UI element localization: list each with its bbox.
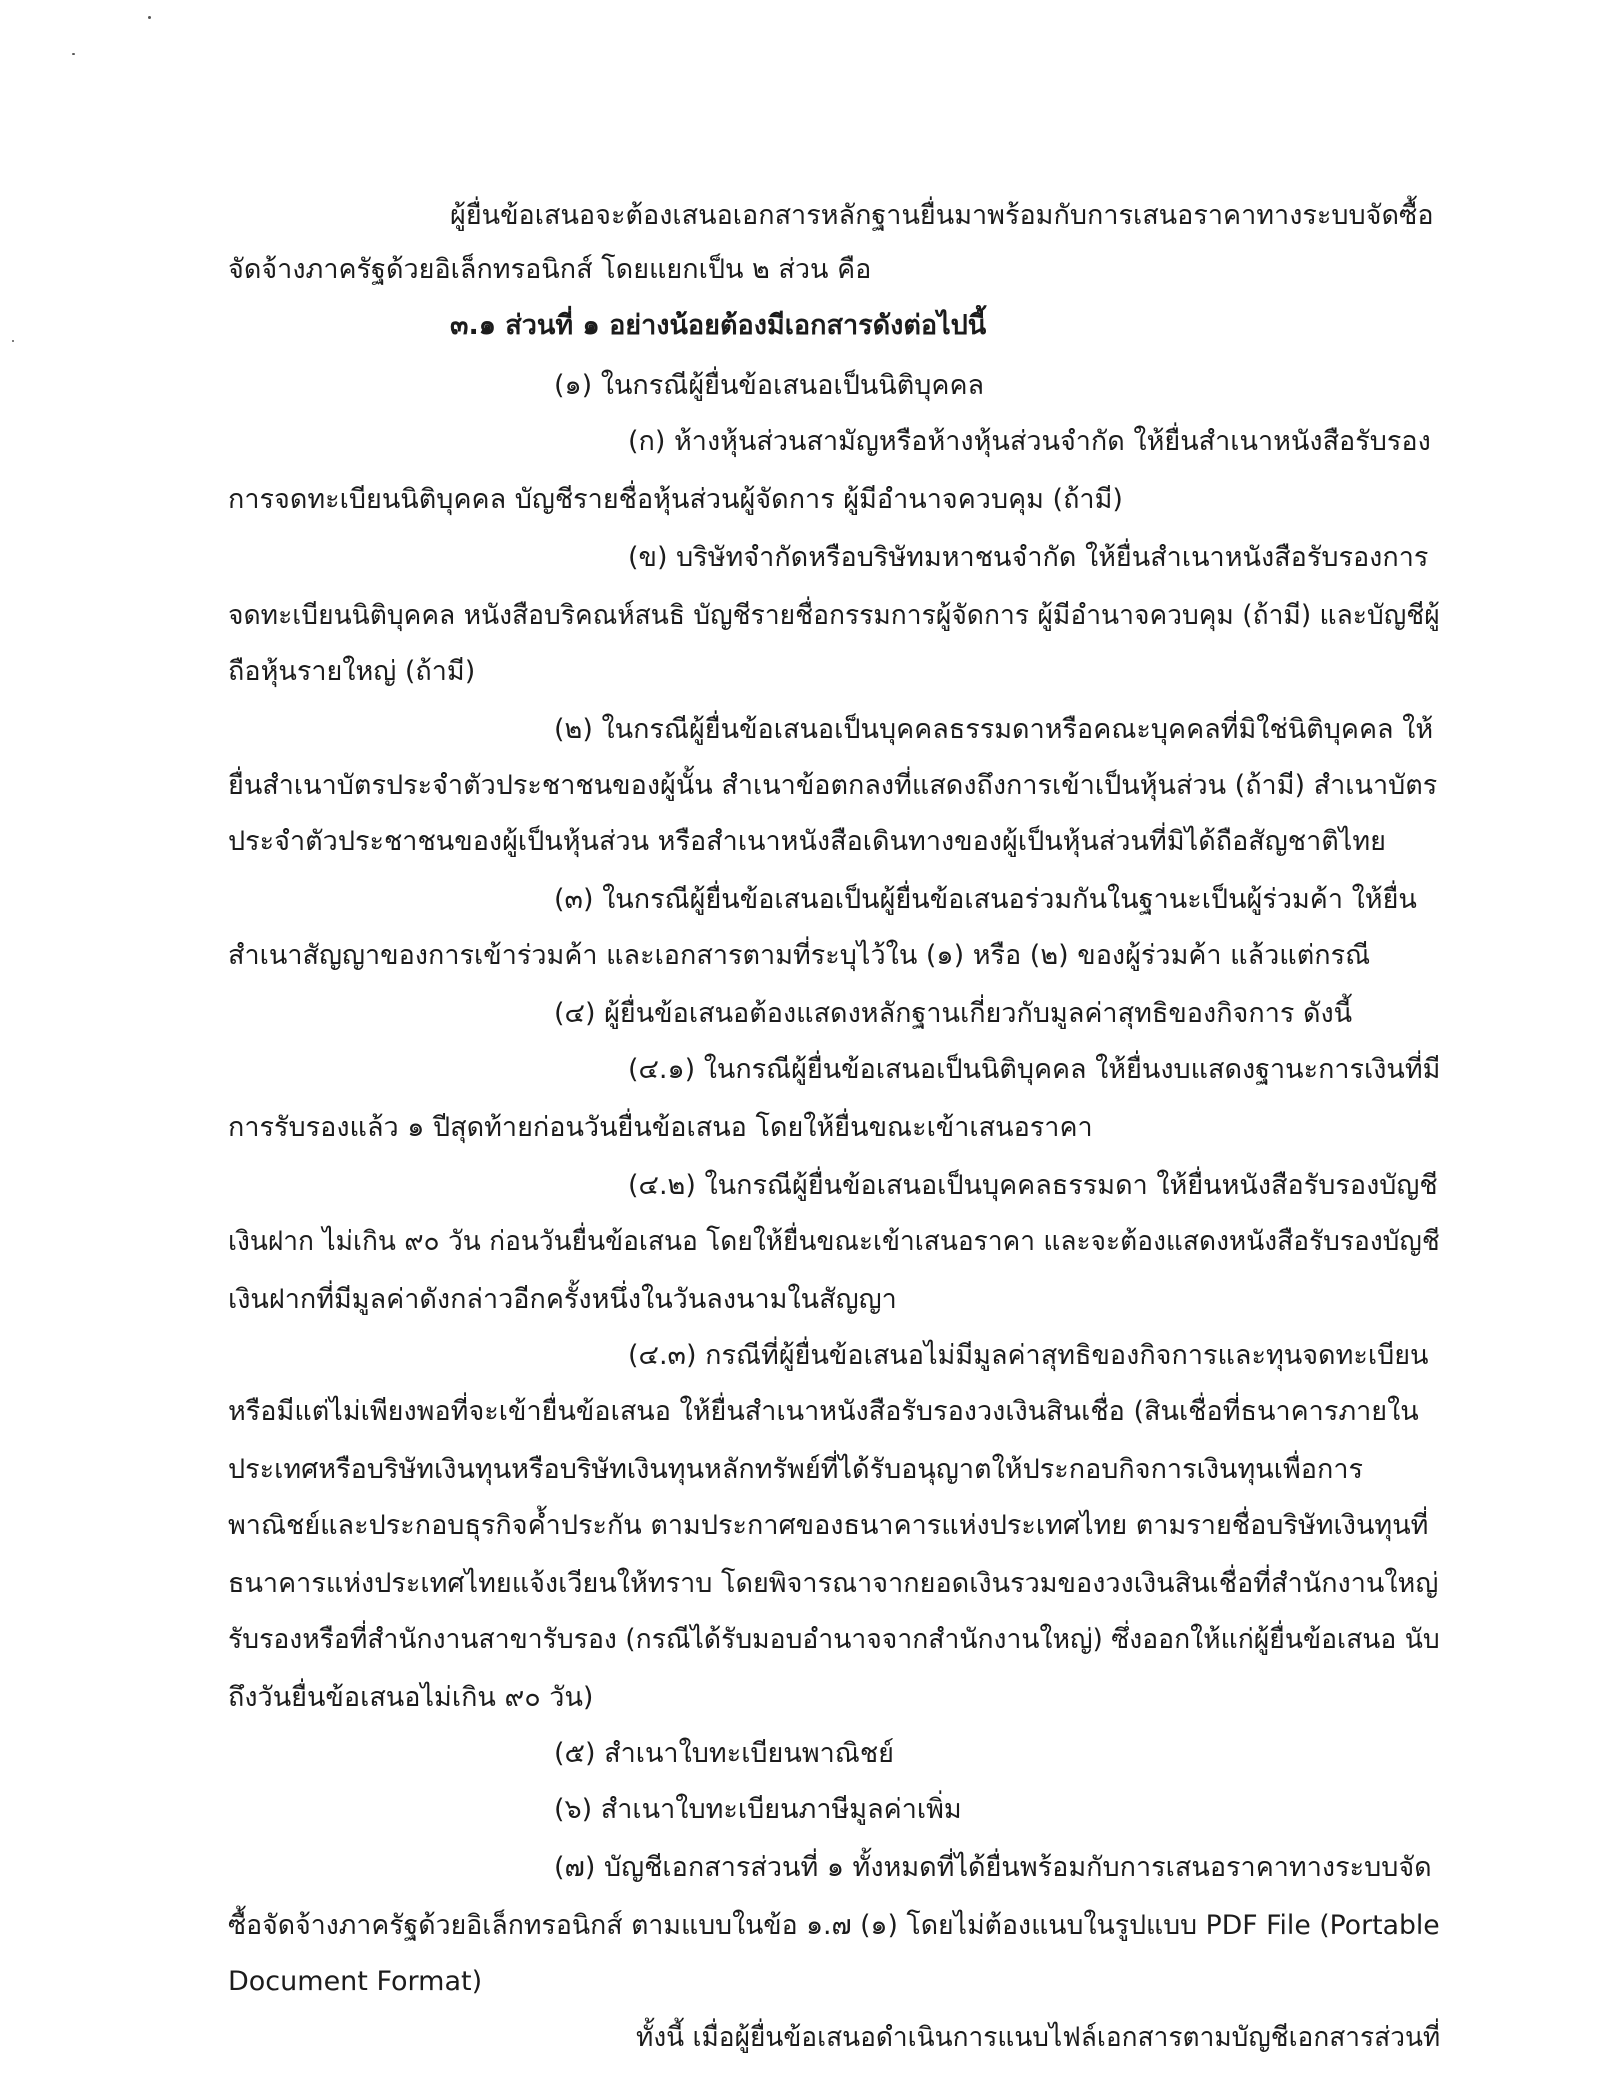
paragraph-line: ซื้อจัดจ้างภาครัฐด้วยอิเล็กทรอนิกส์ ตามแบบในข้อ ๑.๗ (๑) โดยไม่ต้องแนบในรูปแบบ PDF File (Portable	[228, 1910, 1440, 1941]
paragraph-line: เงินฝาก ไม่เกิน ๙๐ วัน ก่อนวันยื่นข้อเสนอ โดยให้ยื่นขณะเข้าเสนอราคา และจะต้องแสดงหนังสือรับรองบัญชี	[228, 1226, 1440, 1257]
paragraph-line: การจดทะเบียนนิติบุคคล บัญชีรายชื่อหุ้นส่วนผู้จัดการ ผู้มีอำนาจควบคุม (ถ้ามี)	[228, 484, 1123, 515]
list-item: (๔.๓) กรณีที่ผู้ยื่นข้อเสนอไม่มีมูลค่าสุทธิของกิจการและทุนจดทะเบียน	[628, 1340, 1429, 1371]
list-item: (๔.๑) ในกรณีผู้ยื่นข้อเสนอเป็นนิติบุคคล ให้ยื่นงบแสดงฐานะการเงินที่มี	[628, 1054, 1441, 1085]
paragraph-line: จดทะเบียนนิติบุคคล หนังสือบริคณห์สนธิ บัญชีรายชื่อกรรมการผู้จัดการ ผู้มีอำนาจควบคุม (ถ้ามี) และบัญชีผู้	[228, 600, 1440, 631]
paragraph-line: สำเนาสัญญาของการเข้าร่วมค้า และเอกสารตามที่ระบุไว้ใน (๑) หรือ (๒) ของผู้ร่วมค้า แล้วแต่กรณี	[228, 940, 1371, 971]
paragraph-line: ถึงวันยื่นข้อเสนอไม่เกิน ๙๐ วัน)	[228, 1682, 594, 1713]
paragraph-line: ยื่นสำเนาบัตรประจำตัวประชาชนของผู้นั้น สำเนาข้อตกลงที่แสดงถึงการเข้าเป็นหุ้นส่วน (ถ้ามี) สำเนาบัตร	[228, 770, 1438, 801]
paragraph-line: ธนาคารแห่งประเทศไทยแจ้งเวียนให้ทราบ โดยพิจารณาจากยอดเงินรวมของวงเงินสินเชื่อที่สำนักงานใหญ่	[228, 1568, 1439, 1599]
paragraph-line: ประเทศหรือบริษัทเงินทุนหรือบริษัทเงินทุนหลักทรัพย์ที่ได้รับอนุญาตให้ประกอบกิจการเงินทุนเพื่อการ	[228, 1454, 1363, 1485]
list-item: (๖) สำเนาใบทะเบียนภาษีมูลค่าเพิ่ม	[554, 1794, 962, 1825]
list-item: (๕) สำเนาใบทะเบียนพาณิชย์	[554, 1738, 894, 1769]
paragraph-line: Document Format)	[228, 1966, 483, 1997]
paragraph-line: พาณิชย์และประกอบธุรกิจค้ำประกัน ตามประกาศของธนาคารแห่งประเทศไทย ตามรายชื่อบริษัทเงินทุนที่	[228, 1510, 1429, 1541]
paragraph-line: ถือหุ้นรายใหญ่ (ถ้ามี)	[228, 656, 476, 687]
paragraph-line: จัดจ้างภาครัฐด้วยอิเล็กทรอนิกส์ โดยแยกเป็น ๒ ส่วน คือ	[228, 254, 872, 285]
scan-speck	[72, 53, 75, 55]
paragraph-line: การรับรองแล้ว ๑ ปีสุดท้ายก่อนวันยื่นข้อเสนอ โดยให้ยื่นขณะเข้าเสนอราคา	[228, 1112, 1093, 1143]
list-item: (๑) ในกรณีผู้ยื่นข้อเสนอเป็นนิติบุคคล	[554, 370, 985, 401]
scan-speck	[148, 16, 151, 19]
list-item: (๒) ในกรณีผู้ยื่นข้อเสนอเป็นบุคคลธรรมดาหรือคณะบุคคลที่มิใช่นิติบุคคล ให้	[554, 714, 1434, 745]
section-heading: ๓.๑ ส่วนที่ ๑ อย่างน้อยต้องมีเอกสารดังต่อไปนี้	[450, 310, 987, 341]
list-item: (ข) บริษัทจำกัดหรือบริษัทมหาชนจำกัด ให้ยื่นสำเนาหนังสือรับรองการ	[628, 542, 1429, 573]
paragraph-line: ผู้ยื่นข้อเสนอจะต้องเสนอเอกสารหลักฐานยื่นมาพร้อมกับการเสนอราคาทางระบบจัดซื้อ	[450, 200, 1434, 231]
paragraph-line: รับรองหรือที่สำนักงานสาขารับรอง (กรณีได้รับมอบอำนาจจากสำนักงานใหญ่) ซึ่งออกให้แก่ผู้ยื่นข้อเสนอ นับ	[228, 1624, 1440, 1655]
paragraph-line: ทั้งนี้ เมื่อผู้ยื่นข้อเสนอดำเนินการแนบไฟล์เอกสารตามบัญชีเอกสารส่วนที่	[636, 2022, 1441, 2053]
list-item: (๗) บัญชีเอกสารส่วนที่ ๑ ทั้งหมดที่ได้ยื่นพร้อมกับการเสนอราคาทางระบบจัด	[554, 1852, 1432, 1883]
paragraph-line: หรือมีแต่ไม่เพียงพอที่จะเข้ายื่นข้อเสนอ ให้ยื่นสำเนาหนังสือรับรองวงเงินสินเชื่อ (สินเชื่อที่ธนาคารภายใน	[228, 1396, 1419, 1427]
scan-speck	[12, 340, 14, 342]
paragraph-line: เงินฝากที่มีมูลค่าดังกล่าวอีกครั้งหนึ่งในวันลงนามในสัญญา	[228, 1284, 897, 1315]
list-item: (๔) ผู้ยื่นข้อเสนอต้องแสดงหลักฐานเกี่ยวกับมูลค่าสุทธิของกิจการ ดังนี้	[554, 998, 1353, 1029]
list-item: (๔.๒) ในกรณีผู้ยื่นข้อเสนอเป็นบุคคลธรรมดา ให้ยื่นหนังสือรับรองบัญชี	[628, 1170, 1438, 1201]
paragraph-line: ประจำตัวประชาชนของผู้เป็นหุ้นส่วน หรือสำเนาหนังสือเดินทางของผู้เป็นหุ้นส่วนที่มิได้ถือสัญชาติไทย	[228, 826, 1386, 857]
list-item: (๓) ในกรณีผู้ยื่นข้อเสนอเป็นผู้ยื่นข้อเสนอร่วมกันในฐานะเป็นผู้ร่วมค้า ให้ยื่น	[554, 884, 1417, 915]
list-item: (ก) ห้างหุ้นส่วนสามัญหรือห้างหุ้นส่วนจำกัด ให้ยื่นสำเนาหนังสือรับรอง	[628, 426, 1431, 457]
